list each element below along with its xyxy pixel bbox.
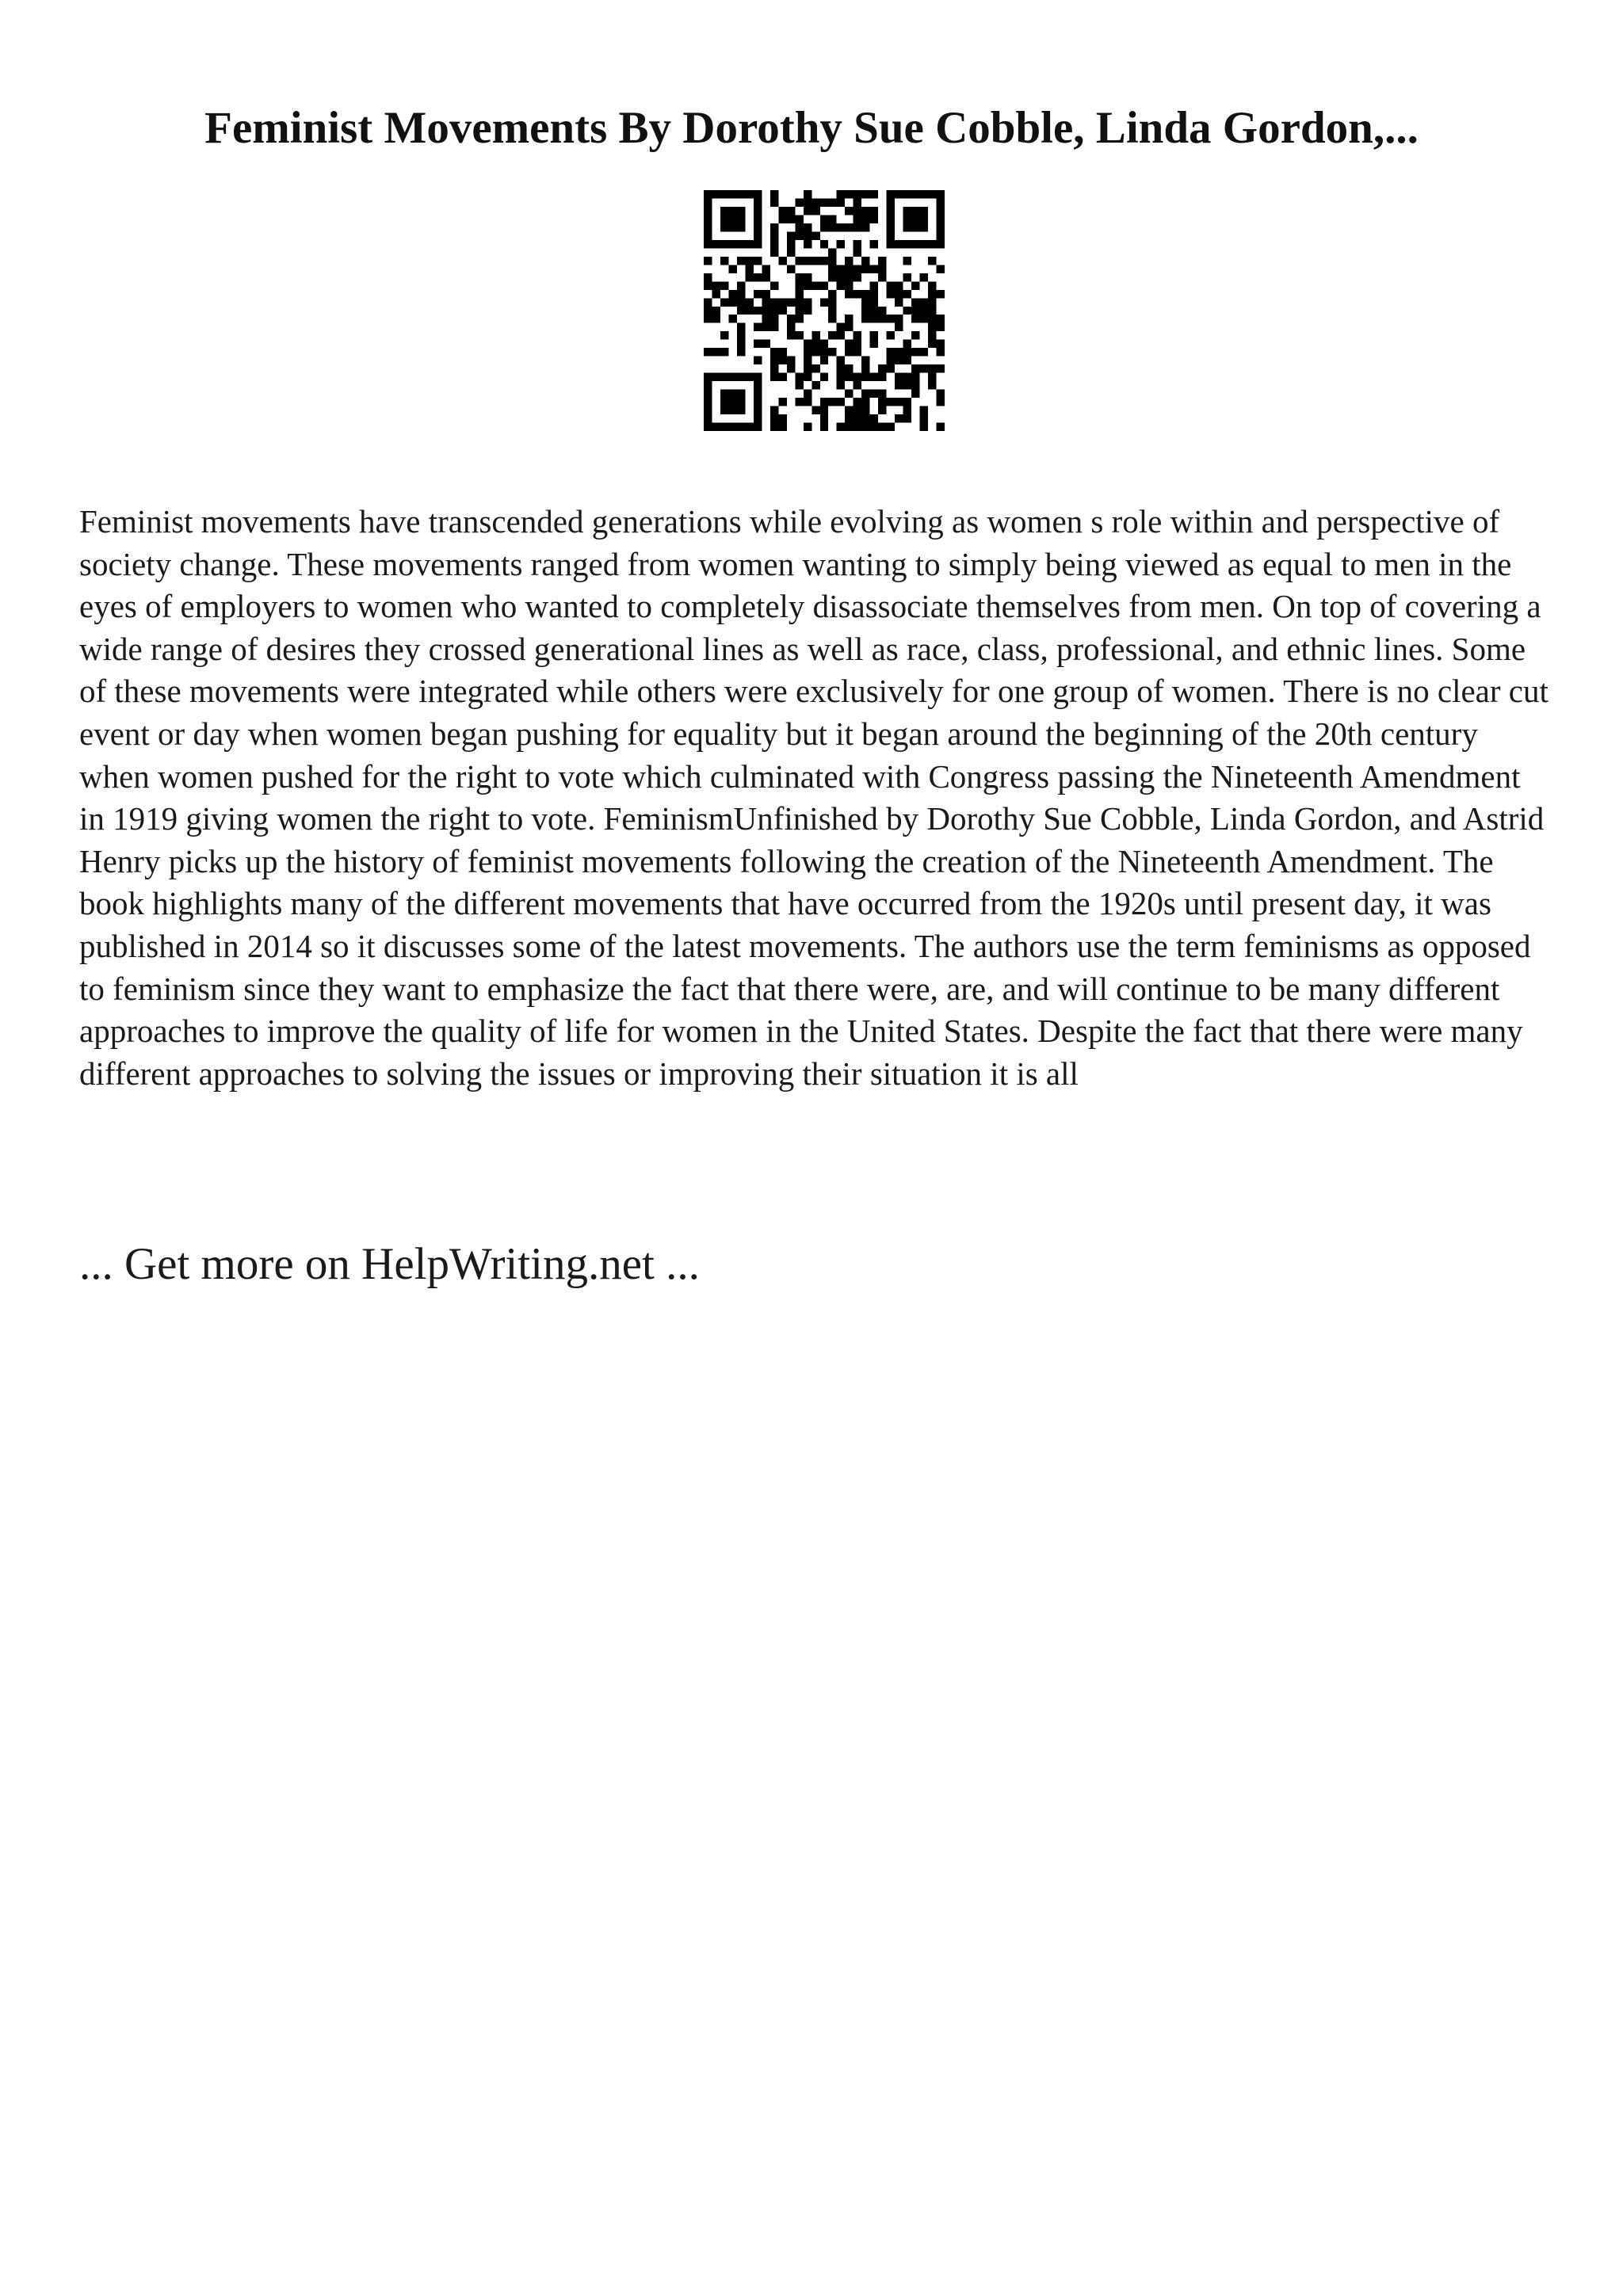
document-title: Feminist Movements By Dorothy Sue Cobble, Linda Gordon,... (204, 103, 1419, 153)
body-paragraph: Feminist movements have transcended generations while evolving as women s role within and perspective of society change. These movements ranged from women wanting to simply being viewed as equal to men in the eyes of employers to women who wanted to completely disassociate themselves from men. On top of covering a wide range of desires they crossed generational lines as well as race, class, professional, and ethnic lines. Some of these movements were integrated while others were exclusively for one group of women. There is no clear cut event or day when women began pushing for equality but it began around the beginning of the 20th century when women pushed for the right to vote which culminated with Congress passing the Nineteenth Amendment in 1919 giving women the right to vote. FeminismUnfinished by Dorothy Sue Cobble, Linda Gordon, and Astrid Henry picks up the history of feminist movements following the creation of the Nineteenth Amendment. The book highlights many of the different movements that have occurred from the 1920s until present day, it was published in 2014 so it discusses some of the latest movements. The authors use the term feminisms as opposed to feminism since they want to emphasize the fact that there were, are, and will continue to be many different approaches to improve the quality of life for women in the United States. Despite the fact that there were many different approaches to solving the issues or improving their situation it is all (79, 503, 1549, 1092)
qr-code-icon[interactable] (704, 190, 945, 431)
get-more-link[interactable]: ... Get more on HelpWriting.net ... (79, 1239, 700, 1289)
